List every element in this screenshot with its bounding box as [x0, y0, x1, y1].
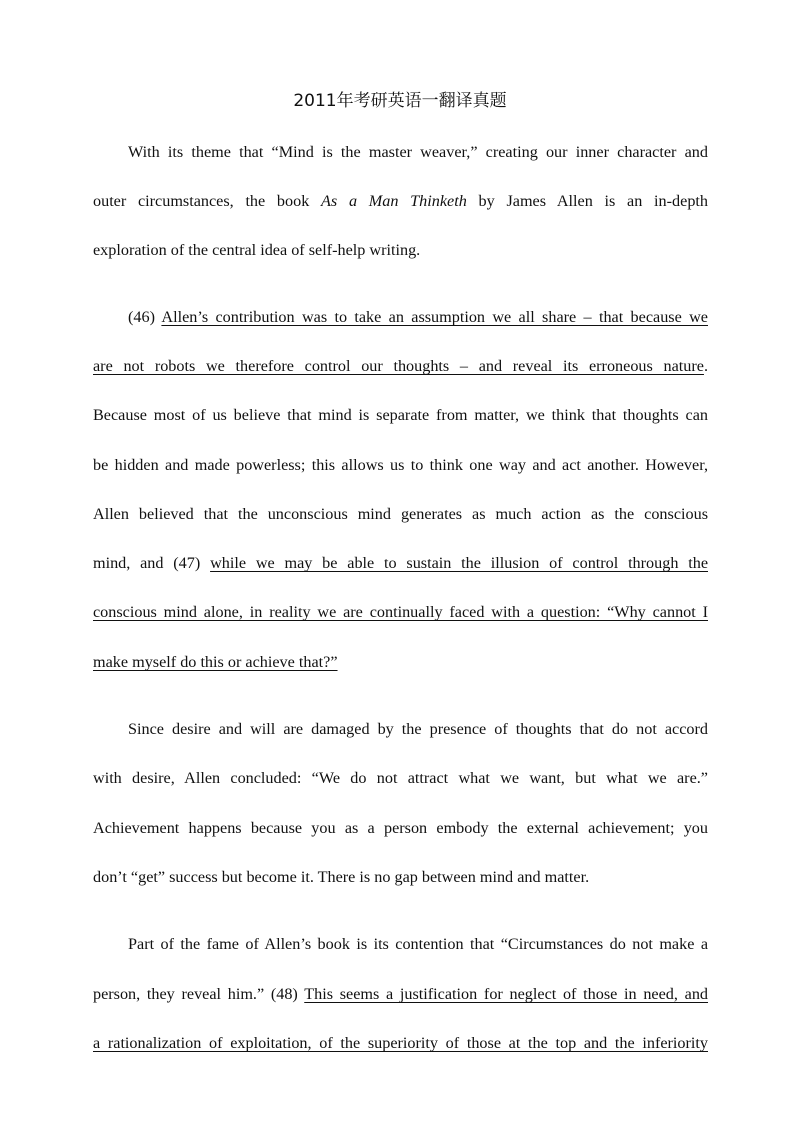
paragraph-2-line-6: mind, and (47) while we may be able to sustain the illusion of control through the [93, 554, 708, 572]
underlined-sentence-47: while we may be able to sustain the illusion of control through the [210, 554, 708, 572]
underlined-sentence-48: This seems a justification for neglect of those in need, and [304, 985, 709, 1003]
underlined-sentence-48: a rationalization of exploitation, of the superiority of those at the top and the inferiority [93, 1034, 708, 1052]
paragraph-2-line-1: (46) Allen’s contribution was to take an assumption we all share – that because we [128, 308, 708, 326]
paragraph-1-line-2: outer circumstances, the book As a Man Thinketh by James Allen is an in-depth [93, 192, 708, 210]
paragraph-3-line-3: Achievement happens because you as a person embody the external achievement; you [93, 819, 708, 837]
underlined-sentence-46: Allen’s contribution was to take an assumption we all share – that because we [161, 308, 708, 326]
paragraph-4-line-2: person, they reveal him.” (48) This seems a justification for neglect of those in need, and [93, 985, 709, 1003]
paragraph-2-line-5: Allen believed that the unconscious mind generates as much action as the conscious [93, 505, 708, 523]
paragraph-3-line-4: don’t “get” success but become it. There is no gap between mind and matter. [93, 868, 590, 886]
paragraph-2-line-4: be hidden and made powerless; this allows us to think one way and act another. However, [93, 456, 708, 474]
paragraph-3-line-1: Since desire and will are damaged by the presence of thoughts that do not accord [128, 720, 708, 738]
book-title: As a Man Thinketh [321, 192, 467, 210]
paragraph-2-line-8 [93, 651, 708, 673]
paragraph-2-line-2: are not robots we therefore control our thoughts – and reveal its erroneous nature. [93, 357, 708, 375]
paragraph-2-line-7 [93, 601, 708, 623]
paragraph-2-line-3: Because most of us believe that mind is separate from matter, we think that thoughts can [93, 406, 708, 424]
paragraph-1-line-3: exploration of the central idea of self-help writing. [93, 241, 421, 259]
paragraph-1-line-1: With its theme that “Mind is the master weaver,” creating our inner character and [128, 143, 708, 161]
underlined-sentence-47: make myself do this or achieve that?” [93, 653, 338, 671]
paragraph-4-line-1: Part of the fame of Allen’s book is its contention that “Circumstances do not make a [128, 935, 708, 953]
paragraph-4-line-3 [93, 1032, 708, 1054]
underlined-sentence-46: are not robots we therefore control our thoughts – and reveal its erroneous nature [93, 357, 704, 375]
underlined-sentence-47: conscious mind alone, in reality we are continually faced with a question: “Why cannot I [93, 603, 708, 621]
paragraph-3-line-2: with desire, Allen concluded: “We do not attract what we want, but what we are.” [93, 769, 708, 787]
page-title: 2011年考研英语一翻译真题 [293, 91, 507, 111]
